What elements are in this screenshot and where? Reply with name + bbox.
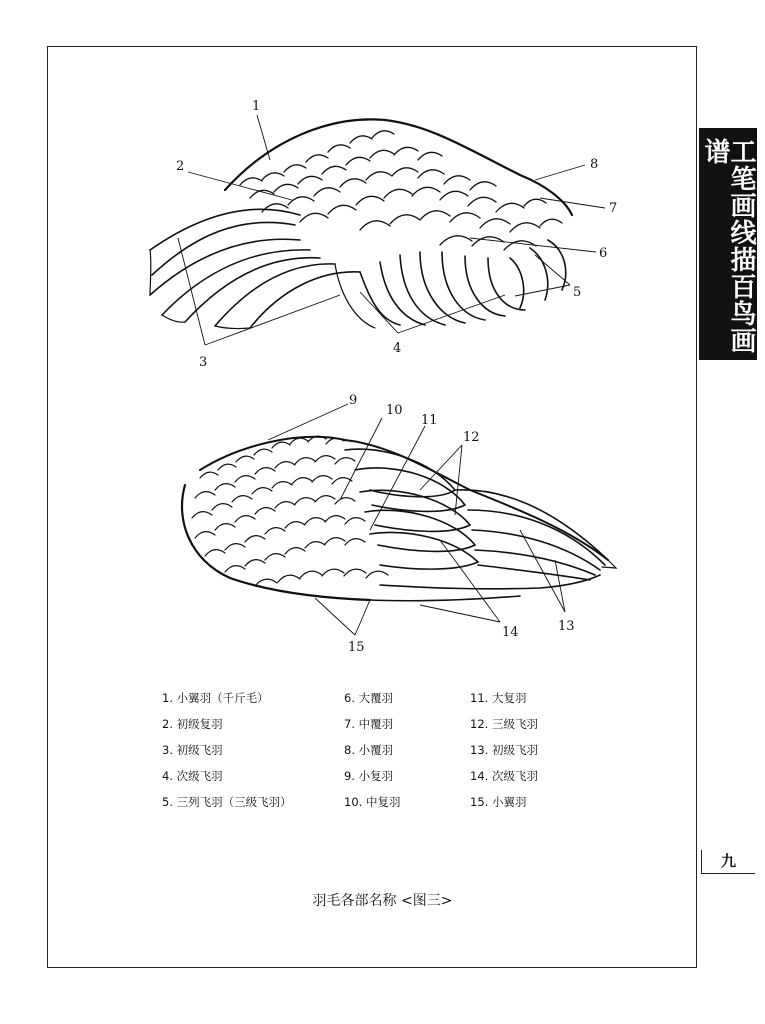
legend-item: 7. 中覆羽 [344,717,394,731]
callout-11: 11 [421,413,438,428]
callout-10: 10 [386,403,403,418]
callout-9: 9 [349,393,358,408]
legend-item: 11. 大复羽 [470,691,527,705]
legend-item: 4. 次级飞羽 [162,769,223,783]
legend-item: 3. 初级飞羽 [162,743,223,757]
feather-legend [162,690,582,810]
figure-caption: 羽毛各部名称 <图三> [312,893,453,909]
callout-8: 8 [590,157,599,172]
callout-15: 15 [348,640,365,655]
callout-2: 2 [176,159,185,174]
callout-4: 4 [393,341,402,356]
folded-wing-drawing [182,436,616,601]
legend-item: 1. 小翼羽（千斤毛） [162,691,269,705]
legend-item: 9. 小复羽 [344,769,394,783]
callout-1: 1 [252,99,261,114]
page-number: 九 [701,850,755,874]
legend-item: 10. 中复羽 [344,795,401,809]
open-wing-drawing [150,119,572,328]
legend-item: 6. 大覆羽 [344,691,394,705]
callout-5: 5 [573,285,582,300]
legend-item: 2. 初级复羽 [162,717,223,731]
callout-7: 7 [609,201,618,216]
callout-12: 12 [463,430,480,445]
side-title: 工笔画线描百鸟画谱 [700,138,756,354]
callout-13: 13 [558,619,575,634]
legend-item: 5. 三列飞羽（三级飞羽） [162,795,292,809]
open-wing-leaders [178,115,608,345]
legend-item: 13. 初级飞羽 [470,743,538,757]
open-wing-callouts [176,99,617,370]
callout-14: 14 [502,625,519,640]
legend-item: 12. 三级飞羽 [470,717,538,731]
folded-wing-callouts [348,393,575,655]
legend-item: 8. 小覆羽 [344,743,394,757]
legend-item: 15. 小翼羽 [470,795,527,809]
legend-item: 14. 次级飞羽 [470,769,538,783]
callout-6: 6 [599,246,608,261]
callout-3: 3 [199,355,208,370]
